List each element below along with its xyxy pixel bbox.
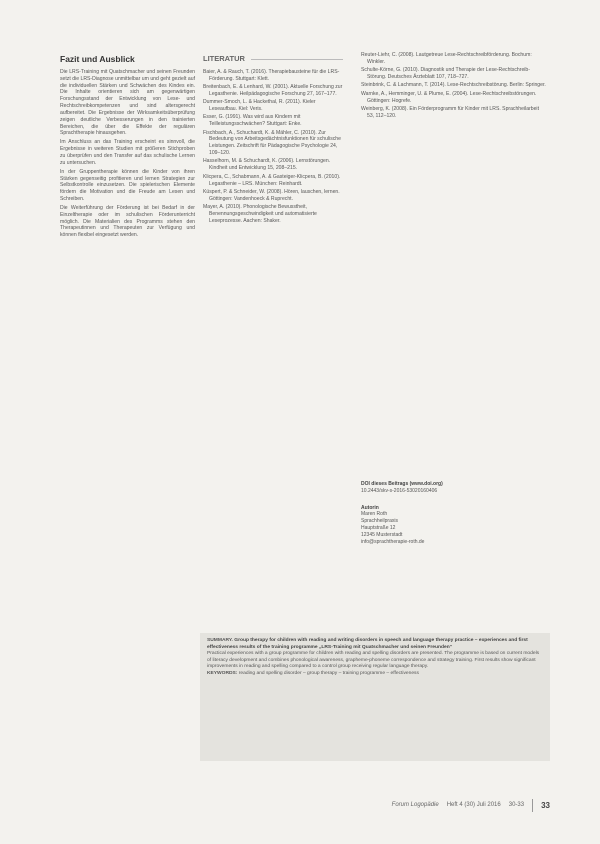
reference-entry: Baier, A. & Rauch, T. (2016). Therapiebausteine für die LRS-Förderung. Stuttgart: Klett. (203, 68, 340, 82)
reference-entry: Esser, G. (1991). Was wird aus Kindern mit Teilleistungsschwächen? Stuttgart: Enke. (203, 114, 302, 128)
page-footer (330, 798, 550, 812)
doi-value[interactable]: 10.2443/skv-s-2016-53020160406 (361, 487, 438, 494)
references-heading-row (203, 56, 343, 63)
summary-label: SUMMARY. (207, 638, 233, 643)
address-line: 12345 Musterstadt (361, 531, 403, 538)
references-column-continued (361, 52, 546, 121)
english-summary-box (200, 633, 550, 761)
reference-entry: Steinbrink, C. & Lachmann, T. (2014). Lese-Rechtschreibstörung. Berlin: Springer. (361, 82, 546, 89)
reference-entry: Klicpera, C., Schabmann, A. & Gasteiger-Klicpera, B. (2010). Legasthenie – LRS. München: Reinhardt. (203, 173, 341, 187)
keywords-text: reading and spelling disorder – group therapy – training programme – effectiveness (238, 670, 419, 676)
doi-title: DOI dieses Beitrags (www.doi.org) (361, 481, 443, 487)
reference-entry: Fischbach, A., Schuchardt, K. & Mähler, C. (2010). Zur Bedeutung von Arbeitsgedächtnisfunktionen für schulische Leistungen. Zeitschrift für Pädagogische Psychologie 24, 109–120. (203, 129, 341, 157)
reference-entry: Schulte-Körne, G. (2010). Diagnostik und Therapie der Lese-Rechtschreib-Störung. Deutsches Ärzteblatt 107, 718–727. (361, 67, 530, 81)
reference-entry: Weinberg, K. (2008). Ein Förderprogramm für Kinder mit LRS. Sprachheilarbeit 53, 112–120. (361, 105, 539, 119)
reference-entry: Warnke, A., Hemminger, U. & Plume, E. (2004). Lese-Rechtschreibstörungen. Göttingen: Hogrefe. (361, 90, 537, 104)
reference-entry: Hasselhorn, M. & Schuchardt, K. (2006). Lernstörungen. Kindheit und Entwicklung 15, 208–215. (203, 158, 331, 172)
summary-title: Group therapy for children with reading and writing disorders in speech and language therapy practice – experiences and first effectiveness results of the training programme „LRS-Training mit Quatschmacher und seinen Freunden“ (207, 638, 528, 650)
address-title: Autorin (361, 504, 379, 511)
conclusion-paragraph: In der Gruppentherapie können die Kinder von ihren Stärken gegenseitig profitieren und lernen Strategien zur Selbstkontrolle einzusetzen. Die spielerischen Elemente fördern die Motivation und die Freude am Lesen und Schreiben. (60, 168, 195, 203)
journal-name: Forum Logopädie (391, 802, 439, 808)
reference-entry: Dummer-Smoch, L. & Hackethal, R. (2011). Kieler Leseaufbau. Kiel: Veris. (203, 99, 316, 113)
summary-body: Practical experiences with a group programme for children with reading and spelling disorders are presented. The programme is based on current models of literacy development and combines phonological awareness, grapheme-phoneme correspondence and strategy training. First results show significant improvements in reading and spelling compared to a control group receiving regular language therapy. (207, 651, 540, 670)
address-line: Maren Roth (361, 511, 388, 518)
keywords-label: KEYWORDS: (207, 670, 238, 676)
address-email[interactable]: info@sprachtherapie-roth.de (361, 538, 425, 545)
page-range: 30-33 (508, 802, 525, 808)
address-line: Sprachheilpraxis (361, 518, 398, 525)
heading-rule (251, 59, 343, 60)
conclusion-heading: Fazit und Ausblick (60, 54, 135, 64)
footer-divider (532, 799, 533, 812)
reference-entry: Breitenbach, E. & Lenhard, W. (2001). Aktuelle Forschung zur Legasthenie. Heilpädagogische Forschung 27, 167–177. (203, 84, 343, 97)
conclusion-paragraph: Im Anschluss an das Training erscheint es sinnvoll, die Ergebnisse in weiteren Studien mit größeren Stichproben zu überprüfen und den Transfer auf das schulische Lernen zu untersuchen. (60, 139, 195, 166)
issue-info: Heft 4 (30) Juli 2016 (446, 802, 501, 808)
conclusion-column (60, 56, 195, 241)
references-heading: LITERATUR (203, 54, 245, 63)
reference-entry: Mayer, A. (2010). Phonologische Bewusstheit, Benennungsgeschwindigkeit und automatisierte Leseprozesse. Aachen: Shaker. (203, 204, 317, 224)
conclusion-paragraph: Die Weiterführung der Förderung ist bei Bedarf in der Einzeltherapie oder im schulischen Förderunterricht möglich. Die Materialien des Programms stehen den Therapeutinnen und Therapeuten zur Verfügung und können flexibel eingesetzt werden. (60, 204, 195, 239)
conclusion-paragraph: Die LRS-Training mit Quatschmacher und seinen Freunden setzt die LRS-Diagnose unmittelbar um und geht gezielt auf die individuellen Stärken und Schwächen des Kindes ein. Die Inhalte orientieren sich am gegenwärtigen Forschungsstand der Entwicklung von Lese- und Rechtschreibkompetenzen und sind altersgerecht aufbereitet. Die Ergebnisse der Wirksamkeitsüberprüfung zeigen deutliche Verbesserungen in den trainierten Bereichen, die über die Effekte der regulären Sprachtherapie hinausgehen. (60, 68, 195, 137)
reference-entry: Küspert, P. & Schneider, W. (2008). Hören, lauschen, lernen. Göttingen: Vandenhoeck & Ruprecht. (203, 188, 340, 202)
references-column (203, 56, 343, 226)
doi-and-address-block (361, 481, 546, 545)
address-line: Hauptstraße 12 (361, 524, 396, 531)
reference-entry: Reuter-Liehr, C. (2008). Lautgetreue Lese-Rechtschreibförderung. Bochum: Winkler. (361, 52, 532, 65)
page-number: 33 (541, 800, 550, 810)
